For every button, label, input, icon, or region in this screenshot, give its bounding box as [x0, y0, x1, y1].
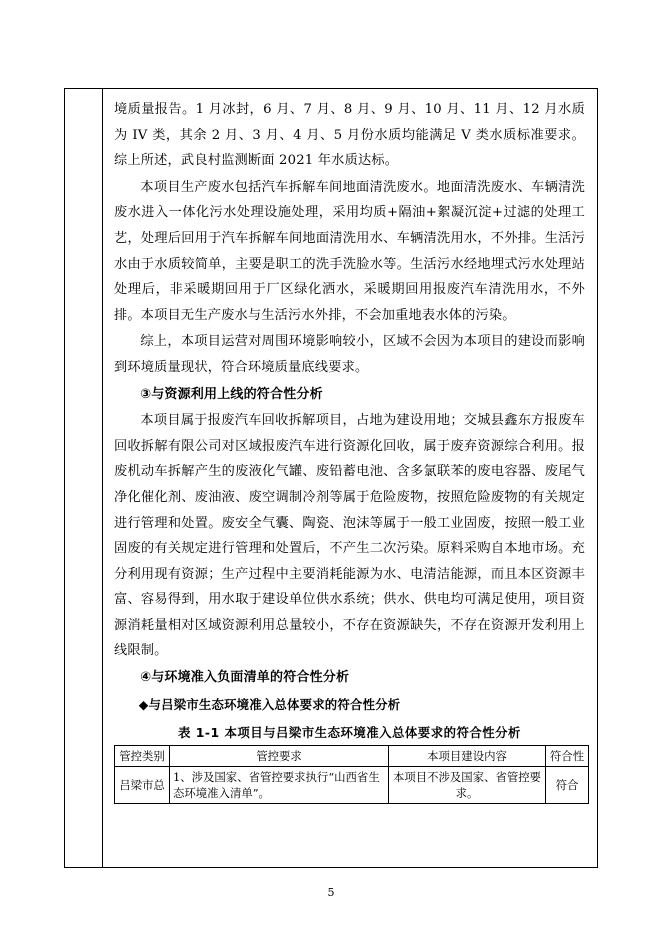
table-row — [115, 767, 589, 804]
page-number: 5 — [327, 886, 335, 899]
table-header-compliance: 符合性 — [546, 746, 589, 767]
table-cell-compliance: 符合 — [546, 767, 589, 804]
document-body — [104, 89, 597, 867]
table-cell-category: 吕梁市总 — [115, 767, 170, 804]
frame-left-gutter — [65, 89, 103, 867]
heading-negative-list: ④与环境准入负面清单的符合性分析 — [140, 670, 350, 686]
paragraph-resource-analysis: 本项目属于报废汽车回收拆解项目，占地为建设用地；交城县鑫东方报废车回收拆解有限公司对区域报废汽车进行资源化回收，属于废弃资源综合利用。报废机动车拆解产生的废液化气罐、废铅蓄电池、含多氯联苯的废电容器、废尾气净化催化剂、废油液、废空调制冷剂等属于危险废物，按照危险废物的有关规定进行管理和处置。废安全气囊、陶瓷、泡沫等属于一般工业固废，按照一般工业固废的有关规定进行管理和处置后，不产生二次污染。原料采购自本地市场。充分利用现有资源；生产过程中主要消耗能源为水、电清洁能源，而且本区资源丰富、容易得到，用水取于建设单位供水系统；供水、供电均可满足使用，项目资源消耗量相对区域资源利用总量较小，不存在资源缺失，不存在资源开发利用上线限制。 — [114, 413, 585, 659]
subheading-lvliang-access: ◆与吕梁市生态环境准入总体要求的符合性分析 — [138, 696, 401, 712]
table-header-project: 本项目建设内容 — [389, 746, 546, 767]
table-cell-project: 本项目不涉及国家、省管控要求。 — [389, 767, 546, 804]
table-cell-requirement: 1、涉及国家、省管控要求执行“山西省生态环境准入清单”。 — [170, 767, 389, 804]
heading-resource-utilization: ③与资源利用上线的符合性分析 — [140, 386, 323, 402]
compliance-table — [114, 745, 589, 804]
table-header-category: 管控类别 — [115, 746, 170, 767]
paragraph-wastewater: 本项目生产废水包括汽车拆解车间地面清洗废水。地面清洗废水、车辆清洗废水进入一体化污水处理设施处理，采用均质+隔油+絮凝沉淀+过滤的处理工艺，处理后回用于汽车拆解车间地面清洗用水、车辆清洗用水，不外排。生活污水由于水质较简单，主要是职工的洗手洗脸水等。生活污水经地埋式污水处理站处理后，非采暖期回用于厂区绿化洒水，采暖期回用报废汽车清洗用水，不外排。本项目无生产废水与生活污水外排，不会加重地表水体的污染。 — [114, 179, 585, 323]
paragraph-summary: 综上，本项目运营对周围环境影响较小，区域不会因为本项目的建设而影响到环境质量现状，符合环境质量底线要求。 — [114, 334, 585, 375]
table-header-row — [115, 746, 589, 767]
paragraph-intro: 境质量报告。1 月冰封，6 月、7 月、8 月、9 月、10 月、11 月、12 月水质为 IV 类，其余 2 月、3 月、4 月、5 月份水质均能满足 V 类水质标准要求。综上所述，武良村监测断面 2021 年水质达标。 — [114, 102, 585, 169]
table-header-requirement: 管控要求 — [170, 746, 389, 767]
table-caption: 表 1-1 本项目与吕梁市生态环境准入总体要求的符合性分析 — [178, 725, 521, 741]
document-frame — [64, 88, 598, 868]
